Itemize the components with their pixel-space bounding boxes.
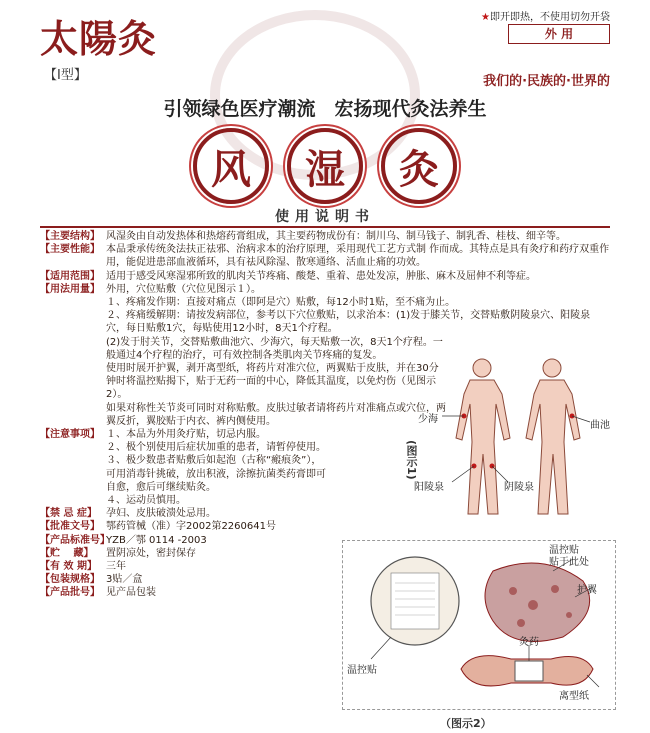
label-release-paper: 离型纸 bbox=[559, 691, 589, 702]
open-notice: ★即开即热，不使用切勿开袋 bbox=[481, 12, 610, 23]
divider bbox=[40, 226, 610, 228]
usage-line: 使用时展开护翼，剥开离型纸，将药片对准穴位，两翼贴于皮肤，并在30分钟时将温控贴揭下，贴于无药一面的中心，降低其温度，以免灼伤（见图示2）。 bbox=[106, 363, 439, 401]
info-row: 【禁 忌 症】 孕妇、皮肤破溃处忌用。 bbox=[40, 508, 216, 520]
body-figure-icon bbox=[412, 354, 612, 530]
product-char: 湿 bbox=[287, 128, 363, 204]
usage-line: 如果对称性关节炎可同时对称贴敷。皮肤过敏者请将药片对准痛点或穴位，两翼反折，翼胶贴于内衣、裤内侧使用。 bbox=[106, 402, 446, 427]
caution-item: ２、极个别使用后症状加重的患者，请暂停使用。 bbox=[106, 442, 326, 454]
tagline: 引领绿色医疗潮流 宏扬现代灸法养生 bbox=[163, 98, 487, 120]
type-label: 【Ⅰ型】 bbox=[44, 68, 87, 83]
label-temp-patch: 温控贴 bbox=[347, 665, 377, 676]
external-use-box: 外 用 bbox=[508, 24, 610, 44]
info-row: 【产品批号】 见产品包装 bbox=[40, 587, 156, 599]
usage-line: ２、疼痛缓解期：请按发病部位，参考以下穴位敷贴，以求治本：(1)发于膝关节，交替贴敷阴陵泉穴、阳陵泉穴，每日贴敷1穴，每贴使用12小时，8天1个疗程。 bbox=[106, 310, 591, 335]
usage-line: １、疼痛发作期：直接对痛点（即阿是穴）贴敷，每12小时1贴，至不痛为止。 bbox=[106, 297, 456, 309]
brand-logo: 太陽灸 bbox=[40, 16, 158, 61]
label-yinlingquan: 阴陵泉 bbox=[504, 482, 534, 493]
section-usage: 【用法用量】 外用，穴位贴敷（穴位见图示１）。 bbox=[40, 283, 261, 295]
info-row: 【贮 藏】 置阴凉处，密封保存 bbox=[40, 547, 196, 559]
info-row: 【包装规格】 3贴／盒 bbox=[40, 574, 143, 586]
caution-item: ４、运动员慎用。 bbox=[106, 495, 186, 507]
section-structure: 【主要结构】 风湿灸由自动发热体和热熔药膏组成，其主要药物成份有：制川乌、制马钱子、制乳香、桂枝、细辛等。 bbox=[40, 231, 566, 242]
info-row: 【批准文号】 鄂药管械（准）字2002第2260641号 bbox=[40, 521, 276, 533]
label-wing: 护翼 bbox=[577, 585, 597, 596]
slogan: 我们的·民族的·世界的 bbox=[483, 74, 610, 89]
product-char: 灸 bbox=[381, 128, 457, 204]
star-icon: ★ bbox=[481, 12, 490, 23]
label-yanglingquan: 阳陵泉 bbox=[414, 482, 444, 493]
figure-1-caption: (图示1) bbox=[405, 440, 418, 480]
label-shaohai: 少海 bbox=[418, 414, 438, 425]
section-cautions: 【注意事项】 １、本品为外用灸疗贴，切忌内服。 bbox=[40, 429, 266, 441]
info-row: 【有 效 期】 三年 bbox=[40, 561, 126, 573]
section-performance: 【主要性能】 本品秉承传统灸法扶正祛邪、治病求本的治疗原理，采用现代工艺方式制 作而成。其特点是具有灸疗和药疗双重作用，能促进患部血液循环，具有祛风除湿、散寒通络、活血止痛的功效。 bbox=[40, 244, 610, 269]
usage-line: (2)发于肘关节，交替贴敷曲池穴、少海穴，每天贴敷一次，8天1个疗程。一般通过4个疗程的治疗，可有效控制各类肌肉关节疼痛的复发。 bbox=[106, 336, 443, 361]
section-scope: 【适用范围】 适用于感受风寒湿邪所致的肌肉关节疼痛、酸楚、重着、患处发凉，肿胀、麻木及屈伸不利等症。 bbox=[40, 270, 536, 282]
product-char: 风 bbox=[193, 128, 269, 204]
figure-2-patch-diagram bbox=[342, 540, 616, 710]
product-name bbox=[0, 128, 650, 204]
label-temp-patch-here: 温控贴 贴于此处 bbox=[549, 545, 589, 568]
caution-item: ３、极少数患者贴敷后如起泡（古称“瘢痕灸”），可用消毒针挑破，放出积液，涂擦抗菌类药膏即可自愈，愈后可继续贴灸。 bbox=[106, 455, 326, 493]
figure-1-acupoints bbox=[412, 354, 612, 530]
figure-2-caption: （图示2） bbox=[440, 717, 492, 730]
label-quchi: 曲池 bbox=[590, 420, 610, 431]
info-row: 【产品标准号】 YZB／鄂 0114 -2003 bbox=[40, 534, 207, 546]
manual-title: 使用说明书 bbox=[275, 209, 375, 225]
label-moxa: 灸药 bbox=[519, 637, 539, 648]
